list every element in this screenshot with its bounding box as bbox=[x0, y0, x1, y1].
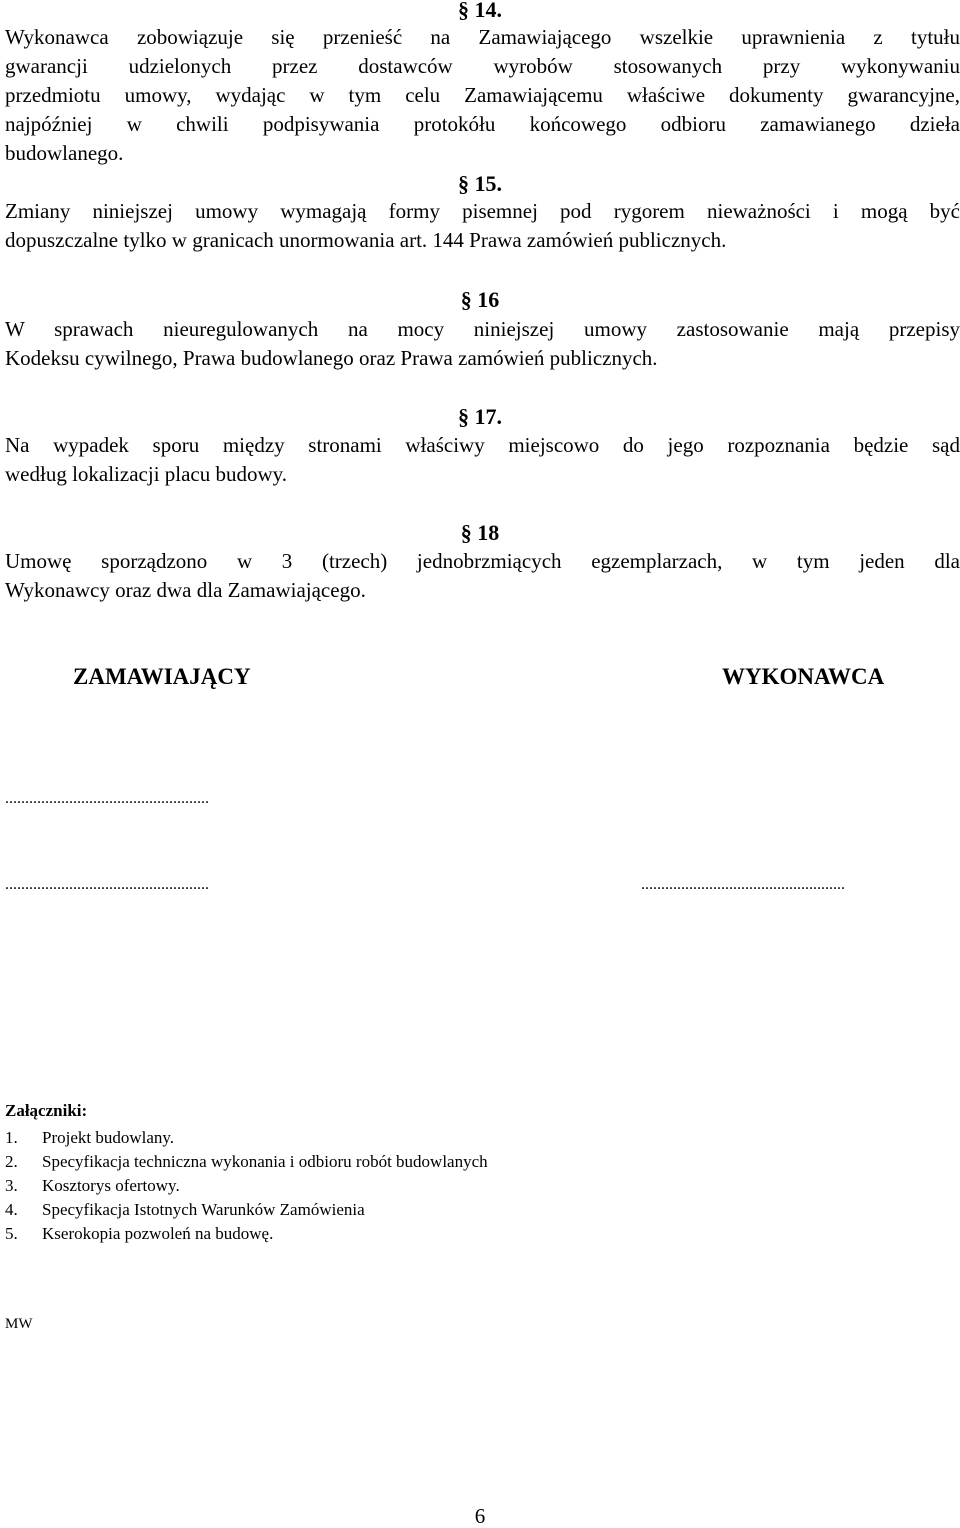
section-14-line-3: przedmiotu umowy, wydając w tym celu Zamawiającemu właściwe dokumenty gwarancyjne, bbox=[5, 83, 960, 107]
section-18-text bbox=[5, 547, 960, 605]
section-18-heading: § 18 bbox=[460, 520, 500, 545]
page-number: 6 bbox=[474, 1504, 486, 1528]
section-16-heading: § 16 bbox=[460, 287, 500, 312]
section-14-line-5: budowlanego. bbox=[5, 141, 124, 165]
signature-line-right: ................................................... bbox=[641, 876, 845, 893]
section-17-line-1: Na wypadek sporu między stronami właściwy miejscowo do jego rozpoznania będzie sąd bbox=[5, 433, 960, 457]
attachment-number: 3. bbox=[5, 1176, 18, 1195]
attachment-item bbox=[5, 1198, 488, 1222]
attachment-text: Specyfikacja techniczna wykonania i odbioru robót budowlanych bbox=[42, 1152, 488, 1171]
section-17-line-2: według lokalizacji placu budowy. bbox=[5, 462, 288, 486]
signature-label-wykonawca: WYKONAWCA bbox=[722, 664, 885, 689]
section-15-heading: § 15. bbox=[458, 171, 502, 196]
section-15-text bbox=[5, 197, 960, 255]
section-17-heading: § 17. bbox=[458, 404, 502, 429]
attachment-item bbox=[5, 1150, 488, 1174]
section-15-line-1: Zmiany niniejszej umowy wymagają formy pisemnej pod rygorem nieważności i mogą być bbox=[5, 199, 960, 223]
attachment-text: Specyfikacja Istotnych Warunków Zamówienia bbox=[42, 1200, 365, 1219]
section-14-line-4: najpóźniej w chwili podpisywania protokółu końcowego odbioru zamawianego dzieła bbox=[5, 112, 960, 136]
section-15-line-2: dopuszczalne tylko w granicach unormowania art. 144 Prawa zamówień publicznych. bbox=[5, 228, 727, 252]
attachment-number: 4. bbox=[5, 1200, 18, 1219]
signature-line-left-1: ................................................... bbox=[5, 790, 209, 807]
section-18-line-1: Umowę sporządzono w 3 (trzech) jednobrzmiących egzemplarzach, w tym jeden dla bbox=[5, 549, 960, 573]
section-14-text bbox=[5, 23, 960, 168]
signature-line-left-2: ................................................... bbox=[5, 876, 209, 893]
section-16-line-2: Kodeksu cywilnego, Prawa budowlanego oraz Prawa zamówień publicznych. bbox=[5, 346, 658, 370]
attachment-text: Kserokopia pozwoleń na budowę. bbox=[42, 1224, 274, 1243]
signature-label-zamawiajacy: ZAMAWIAJĄCY bbox=[73, 664, 251, 689]
section-14-line-1: Wykonawca zobowiązuje się przenieść na Zamawiającego wszelkie uprawnienia z tytułu bbox=[5, 25, 960, 49]
section-14-heading: § 14. bbox=[458, 0, 502, 22]
attachment-text: Kosztorys ofertowy. bbox=[42, 1176, 180, 1195]
section-18-line-2: Wykonawcy oraz dwa dla Zamawiającego. bbox=[5, 578, 366, 602]
section-17-text bbox=[5, 431, 960, 489]
attachment-number: 2. bbox=[5, 1152, 18, 1171]
attachment-text: Projekt budowlany. bbox=[42, 1128, 175, 1147]
attachments-title: Załączniki: bbox=[5, 1101, 88, 1120]
attachments-list bbox=[5, 1126, 488, 1246]
attachment-item bbox=[5, 1222, 488, 1246]
attachment-number: 1. bbox=[5, 1128, 18, 1147]
section-14-line-2: gwarancji udzielonych przez dostawców wyrobów stosowanych przy wykonywaniu bbox=[5, 54, 960, 78]
section-16-text bbox=[5, 315, 960, 373]
attachment-item bbox=[5, 1126, 488, 1150]
author-initials: MW bbox=[5, 1316, 33, 1332]
attachment-number: 5. bbox=[5, 1224, 18, 1243]
section-16-line-1: W sprawach nieuregulowanych na mocy niniejszej umowy zastosowanie mają przepisy bbox=[5, 317, 960, 341]
attachment-item bbox=[5, 1174, 488, 1198]
